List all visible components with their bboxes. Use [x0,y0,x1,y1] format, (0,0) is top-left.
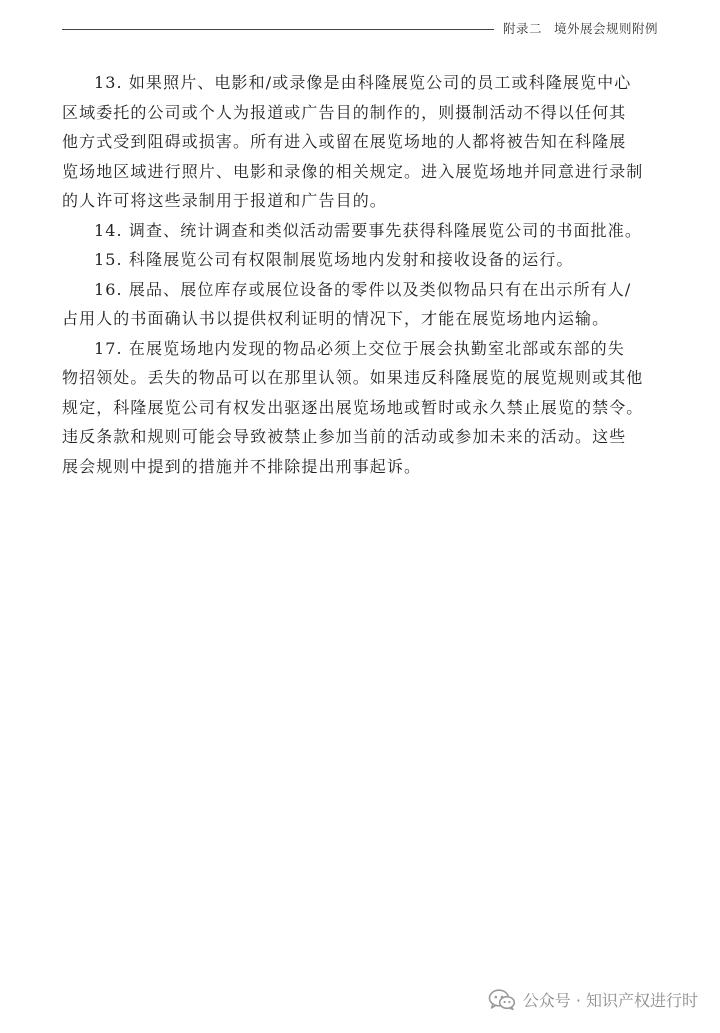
header-title: 境外展会规则附例 [554,21,659,36]
paragraph-13: 13. 如果照片、电影和/或录像是由科隆展览公司的员工或科隆展览中心 区域委托的公司或个人为报道或广告目的制作的，则摄制活动不得以任何其 他方式受到阻碍或损害。所有进入或留在展览场地的人都将被告知在科隆展 览场地区域进行照片、电影和录像的相关规定。进入展览场地并同意进行录制 的人许可将这些录制用于报道和广告目的。 [62,73,644,210]
watermark-text: 公众号 · 知识产权进行时 [522,991,698,1010]
document-body [62,68,662,481]
running-header [503,19,658,37]
paragraph-16: 16. 展品、展位库存或展位设备的零件以及类似物品只有在出示所有人/ 占用人的书面确认书以提供权利证明的情况下，才能在展览场地内运输。 [62,279,632,328]
watermark [488,988,698,1011]
header-section: 附录二 [503,21,543,36]
wechat-icon [488,989,516,1011]
header-rule [62,29,494,30]
paragraph-15: 15. 科隆展览公司有权限制展览场地内发射和接收设备的运行。 [94,250,574,269]
paragraph-17: 17. 在展览场地内发现的物品必须上交位于展会执勤室北部或东部的失 物招领处。丢失的物品可以在那里认领。如果违反科隆展览的展览规则或其他 规定，科隆展览公司有权发出驱逐出展览场地或暂时或永久禁止展览的禁令。 违反条款和规则可能会导致被禁止参加当前的活动或参加未来的活动。这些 展会规则中提到的措施并不排除提出刑事起诉。 [62,338,644,476]
paragraph-14: 14. 调查、统计调查和类似活动需要事先获得科隆展览公司的书面批准。 [94,220,642,240]
